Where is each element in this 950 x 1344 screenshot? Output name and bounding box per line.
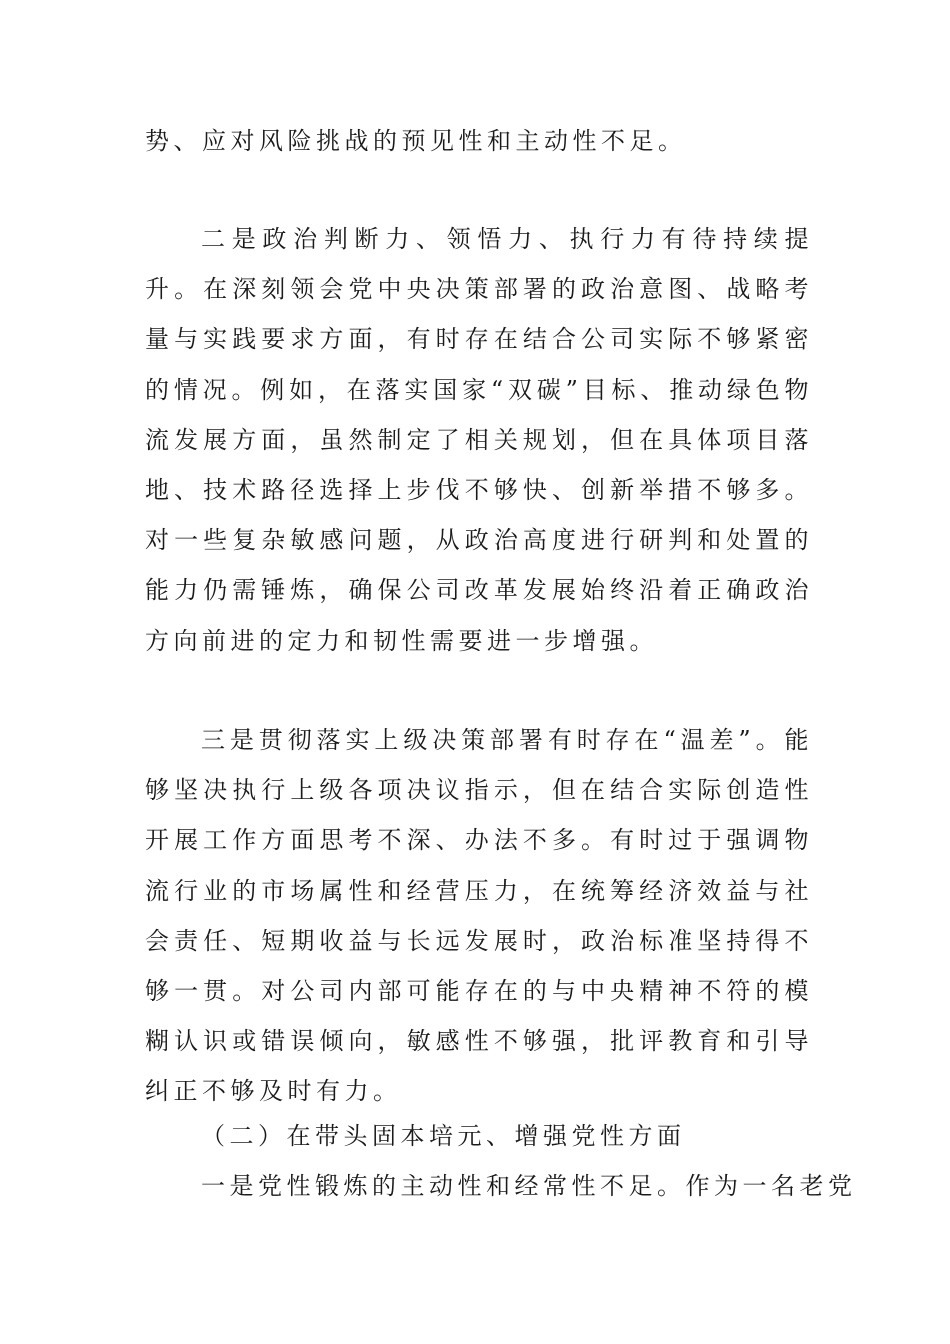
- paragraph-continuation: 势、应对风险挑战的预见性和主动性不足。: [145, 127, 687, 155]
- paragraph-implementation-gap: 三是贯彻落实上级决策部署有时存在“温差”。能够坚决执行上级各项决议指示，但在结合实际创造性开展工作方面思考不深、办法不多。有时过于强调物流行业的市场属性和经营压力，在统筹经济效益与社会责任、短期收益与长远发展时，政治标准坚持得不够一贯。对公司内部可能存在的与中央精神不符的模糊认识或错误倾向，敏感性不够强，批评教育和引导纠正不够及时有力。: [145, 726, 813, 1106]
- section-heading: （二）在带头固本培元、增强党性方面: [201, 1122, 686, 1150]
- paragraph-party-spirit: 一是党性锻炼的主动性和经常性不足。作为一名老党: [201, 1172, 857, 1200]
- paragraph-political-judgment: 二是政治判断力、领悟力、执行力有待持续提升。在深刻领会党中央决策部署的政治意图、战略考量与实践要求方面，有时存在结合公司实际不够紧密的情况。例如，在落实国家“双碳”目标、推动绿色物流发展方面，虽然制定了相关规划，但在具体项目落地、技术路径选择上步伐不够快、创新举措不够多。对一些复杂敏感问题，从政治高度进行研判和处置的能力仍需锤炼，确保公司改革发展始终沿着正确政治方向前进的定力和韧性需要进一步增强。: [145, 225, 813, 655]
